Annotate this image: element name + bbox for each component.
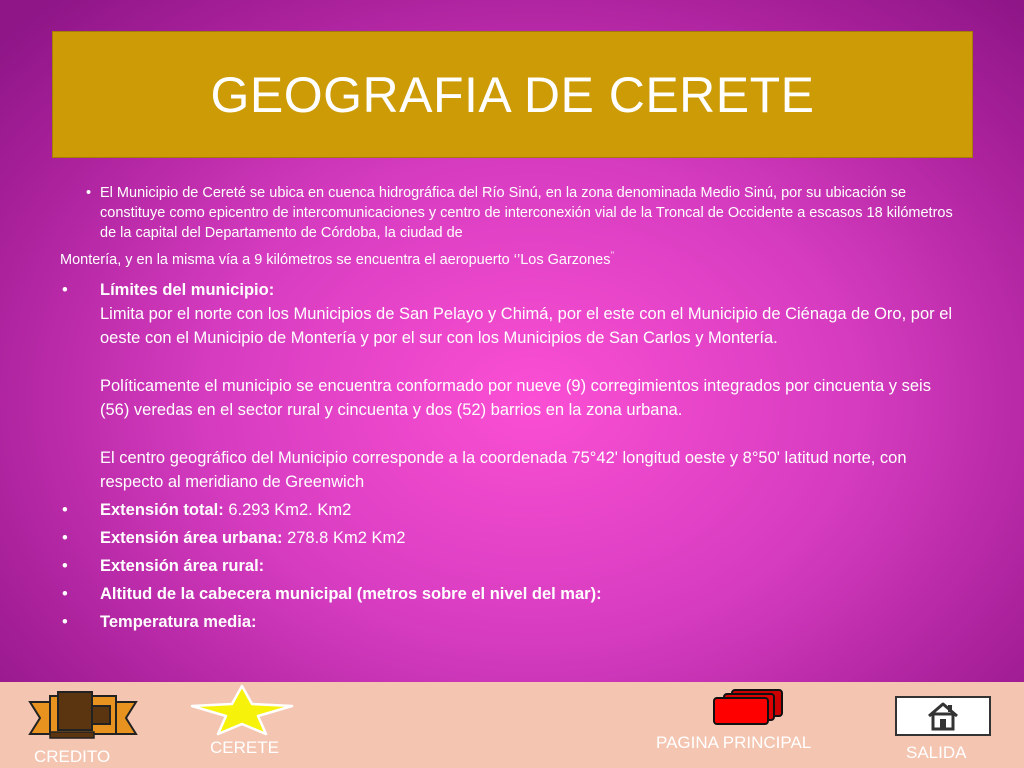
total-area-value: 6.293 Km2. Km2 — [223, 500, 352, 519]
credit-button[interactable] — [28, 690, 138, 768]
total-area-label: Extensión total: — [100, 500, 224, 519]
urban-area-label: Extensión área urbana: — [100, 528, 283, 547]
red-books-icon — [710, 688, 790, 728]
list-item-total-area — [60, 498, 960, 522]
list-item-limits — [60, 278, 960, 494]
intro-close-quote: ’’ — [610, 250, 615, 260]
cerete-button[interactable] — [190, 684, 294, 768]
content-list — [60, 183, 960, 634]
bullet: • — [62, 280, 68, 299]
intro-text: El Municipio de Cereté se ubica en cuenca hidrográfica del Río Sinú, en la zona denominada Medio Sinú, por su ubicación se constituye como epicentro de intercomunicaciones y centro de interconexión vial de la Troncal de Occidente a escasos 18 kilómetros de la capital del Departamento de Córdoba, la ciudad de — [100, 185, 953, 241]
politics-text: Políticamente el municipio se encuentra conformado por nueve (9) corregimientos integrados por cincuenta y seis (56) veredas en el sector rural y cincuenta y dos (52) barrios en la zona urbana. — [100, 376, 931, 419]
home-icon — [926, 701, 960, 731]
intro-continuation-text: Montería, y en la misma vía a 9 kilómetros se encuentra el aeropuerto ‘’Los Garzones — [60, 251, 611, 268]
list-item-rural-area — [60, 554, 960, 578]
list-item-urban-area — [60, 526, 960, 550]
exit-button[interactable] — [892, 694, 994, 768]
bullet: • — [86, 185, 92, 201]
cerete-label: CERETE — [210, 738, 279, 757]
altitude-label: Altitud de la cabecera municipal (metros sobre el nivel del mar): — [100, 584, 602, 603]
urban-area-value: 278.8 Km2 Km2 — [282, 528, 406, 547]
temperature-label: Temperatura media: — [100, 612, 257, 631]
home-page-button[interactable] — [650, 688, 860, 768]
limits-text: Limita por el norte con los Municipios de San Pelayo y Chimá, por el este con el Municipio de Ciénaga de Oro, por el oeste con el Municipio de Montería y por el sur con los Municipios de San Carlos y Montería. — [100, 304, 953, 347]
home-page-label: PAGINA PRINCIPAL — [656, 733, 812, 752]
slide-title: GEOGRAFIA DE CERETE — [210, 66, 815, 123]
title-bar — [52, 31, 973, 158]
footer-bar — [0, 682, 1024, 768]
exit-icon-box — [895, 696, 991, 736]
limits-label: Límites del municipio: — [100, 280, 275, 299]
center-text: El centro geográfico del Municipio corresponde a la coordenada 75°42' longitud oeste y 8°50' latitud norte, con respecto al meridiano de Greenwich — [100, 448, 907, 491]
exit-label: SALIDA — [906, 743, 967, 762]
list-item-altitude — [60, 582, 960, 606]
bullet: • — [62, 584, 68, 603]
credit-label: CREDITO — [34, 747, 111, 766]
ribbon-banner-icon — [28, 690, 138, 746]
bullet: • — [62, 528, 68, 547]
bullet: • — [62, 556, 68, 575]
intro-continuation — [60, 245, 960, 270]
list-item-intro — [60, 183, 960, 243]
star-icon — [190, 684, 294, 736]
list-item-temperature — [60, 610, 960, 634]
rural-area-label: Extensión área rural: — [100, 556, 265, 575]
bullet: • — [62, 612, 68, 631]
bullet: • — [62, 500, 68, 519]
